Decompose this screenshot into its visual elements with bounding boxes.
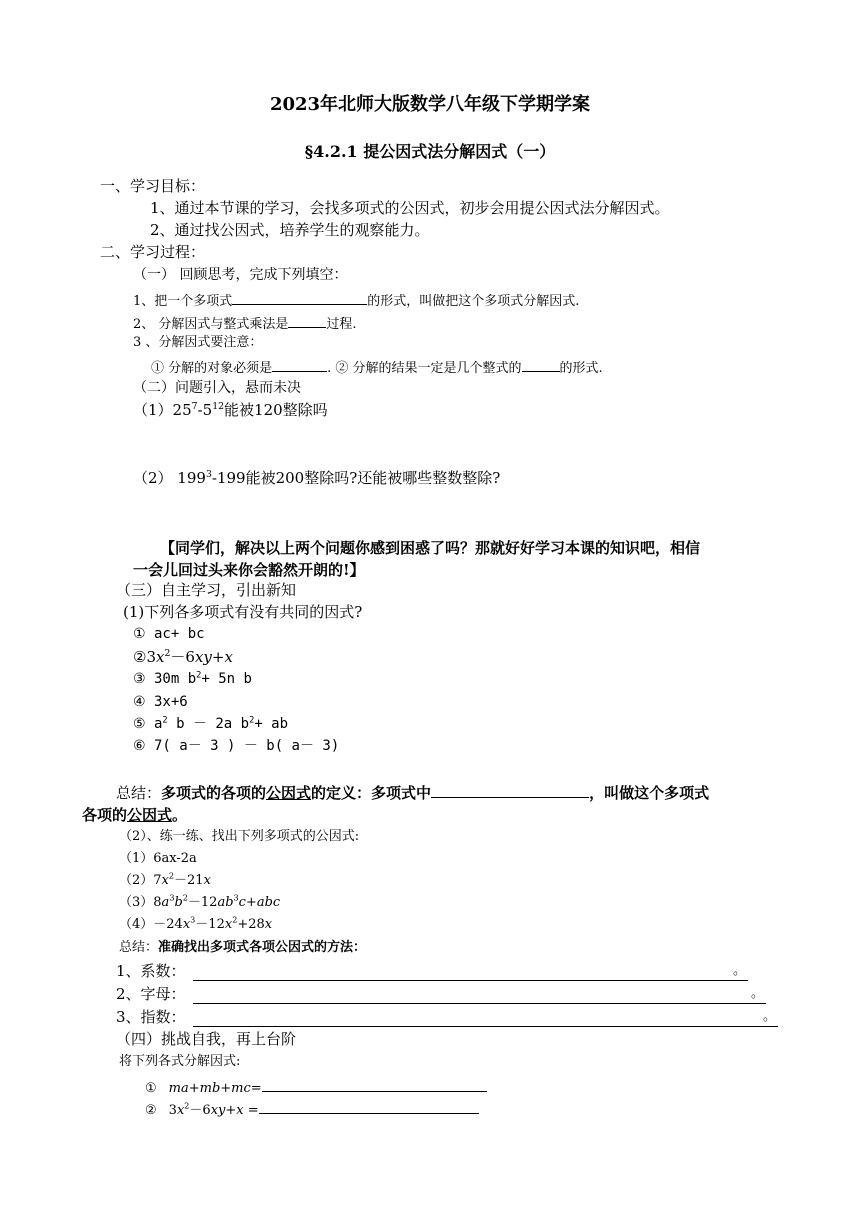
answer-blank[interactable] [259,1099,479,1114]
review-q2-post: 过程. [326,317,357,332]
variable: abc [256,895,281,910]
poly-item-5 [133,716,288,733]
exercise-1 [145,1077,487,1097]
exponent: 2 [249,715,255,726]
method-label: 总结： [119,940,159,955]
section-process-heading: 二、学习过程： [100,243,206,261]
review-q3: 3 、分解因式要注意： [133,335,263,350]
variable: ab [217,895,234,910]
term: －6 [189,1103,211,1118]
circled-number: ① [145,1081,157,1096]
term: －12 [195,917,225,932]
part3-question: (1)下列各多项式有没有共同的因式? [123,603,363,621]
summary-text: 多项式的各项的 [161,784,267,802]
fill-blank[interactable] [232,290,367,305]
method-line-1[interactable] [193,980,748,981]
exponent: 2 [184,1101,190,1111]
review-q2 [133,313,357,333]
summary-text: 。 [172,806,188,824]
term: ⑤ a [133,716,163,732]
exponent: 2 [162,715,168,726]
exponent: 2 [168,871,175,881]
variable: x [176,1103,185,1118]
term: （3）8 [119,895,162,910]
review-q2-pre: 2、 分解因式与整式乘法是 [133,317,289,332]
review-q1 [133,290,579,310]
method-label: 1、系数： [116,962,186,980]
circled-number: ② [133,648,147,666]
term: 3 [146,648,156,666]
exponent: 2 [196,670,202,681]
fill-blank[interactable] [431,783,589,798]
term: +28 [237,917,265,932]
exponent: 2 [164,648,171,659]
summary-line-2 [82,806,187,824]
variable: x [224,648,233,666]
review-q1-post: 的形式，叫做把这个多项式分解因式. [367,294,580,309]
term: （4）－24 [119,917,183,932]
problem-2-pre: （2） 199 [133,469,206,487]
method-end-2: 。 [751,986,765,1001]
variable: x [224,917,233,932]
term: －12 [187,895,218,910]
summary-term: 公因式 [127,806,173,824]
poly-item-6: ⑥ 7( a－ 3 ) － b( a－ 3) [133,738,340,754]
practice-1: （1）6ax-2a [119,851,197,866]
practice-2 [119,873,211,889]
problem-2 [133,469,500,487]
method-item-3 [116,1008,186,1026]
review-q3a-post: 的形式. [559,361,603,376]
method-label: 3、指数： [116,1008,186,1026]
term: + [225,1103,237,1118]
page-title: 2023年北师大版数学八年级下学期学案 [269,94,591,115]
exponent: 7 [191,401,198,412]
review-q3a-mid: . ② 分解的结果一定是几个整式的 [327,361,522,376]
summary-term: 公因式 [266,784,312,802]
term: －6 [170,648,195,666]
note-line-1: 【同学们，解决以上两个问题你感到困惑了吗？那就好好学习本课的知识吧，相信 [160,539,701,557]
practice-3 [119,895,280,911]
poly-item-1: ① ac+ bc [133,626,205,642]
problem-2-post: -199能被200整除吗?还能被哪些整数整除? [211,469,501,487]
practice-heading: （2）、练一练、找出下列多项式的公因式: [119,829,360,844]
variable: x [264,917,273,932]
summary-text: 的定义：多项式中 [311,784,432,802]
exponent: 2 [182,893,188,903]
summary-text: ，叫做这个多项式 [589,784,710,802]
method-line-2[interactable] [193,1003,766,1004]
goal-item-2: 2、通过找公因式，培养学生的观察能力。 [150,221,430,239]
goal-item-1: 1、通过本节课的学习，会找多项式的公因式，初步会用提公因式法分解因式。 [150,199,670,217]
equals-sign: = [250,1081,262,1096]
term: + ab [254,716,289,732]
summary-line-1 [116,783,709,802]
variable: x [182,917,191,932]
answer-blank[interactable] [262,1077,487,1092]
term: + [245,895,257,910]
review-q3a [151,357,603,377]
part4-heading: （四）挑战自我，再上台阶 [116,1030,297,1048]
exponent: 3 [205,469,212,480]
term: b － 2a b [167,716,250,732]
fill-blank[interactable] [522,357,560,372]
exercise-expression: ma+mb+mc [168,1081,251,1096]
circled-number: ② [145,1103,157,1118]
review-q1-pre: 1、把一个多项式 [133,294,233,309]
exponent: 12 [212,401,225,412]
exponent: 3 [190,915,196,925]
part2-heading: （二）问题引入，悬而未决 [133,380,301,396]
problem-1-post: 能被120整除吗 [224,401,328,419]
part1-heading: （一） 回顾思考，完成下列填空： [133,267,348,283]
problem-1-mid: -5 [197,401,213,419]
method-title: 准确找出多项式各项公因式的方法： [158,940,367,955]
note-line-2: 一会儿回过头来你会豁然开朗的!】 [133,561,365,579]
poly-item-3 [133,671,252,688]
variable: xy [194,648,212,666]
poly-item-4: ④ 3x+6 [133,694,188,710]
problem-1 [133,401,328,419]
method-heading [119,940,366,956]
exercise-2 [145,1099,479,1119]
poly-item-2 [133,648,233,666]
lesson-subtitle: §4.2.1 提公因式法分解因式（一） [304,142,556,161]
term: + [211,648,225,666]
method-line-3[interactable] [193,1026,778,1027]
review-q3a-pre: ① 分解的对象必须是 [151,361,273,376]
term: ③ 30m b [133,671,197,687]
method-end-3: 。 [763,1009,777,1024]
summary-text: 各项的 [82,806,128,824]
term: + 5n b [201,671,252,687]
variable: x [161,873,169,888]
fill-blank[interactable] [288,313,326,328]
part3-heading: （三）自主学习，引出新知 [116,581,297,599]
method-item-2 [116,985,186,1003]
term: （2）7 [119,873,162,888]
variable: b [174,895,183,910]
exponent: 2 [232,915,238,925]
practice-4 [119,917,272,933]
summary-label: 总结： [116,784,162,802]
variable: c [238,895,246,910]
method-end-1: 。 [733,963,747,978]
term: 3 [168,1103,177,1118]
variable: x [203,873,211,888]
term: －21 [174,873,204,888]
problem-1-pre: （1）25 [133,401,192,419]
variable: a [161,895,170,910]
variable: xy [210,1103,226,1118]
variable: x [236,1103,244,1118]
exponent: 3 [169,893,175,903]
fill-blank[interactable] [272,357,327,372]
part4-instruction: 将下列各式分解因式: [119,1054,241,1069]
exponent: 3 [233,893,239,903]
equals-sign: = [243,1103,259,1118]
method-label: 2、字母： [116,985,186,1003]
variable: x [156,648,165,666]
method-item-1 [116,962,186,980]
section-goals-heading: 一、学习目标： [100,177,206,195]
